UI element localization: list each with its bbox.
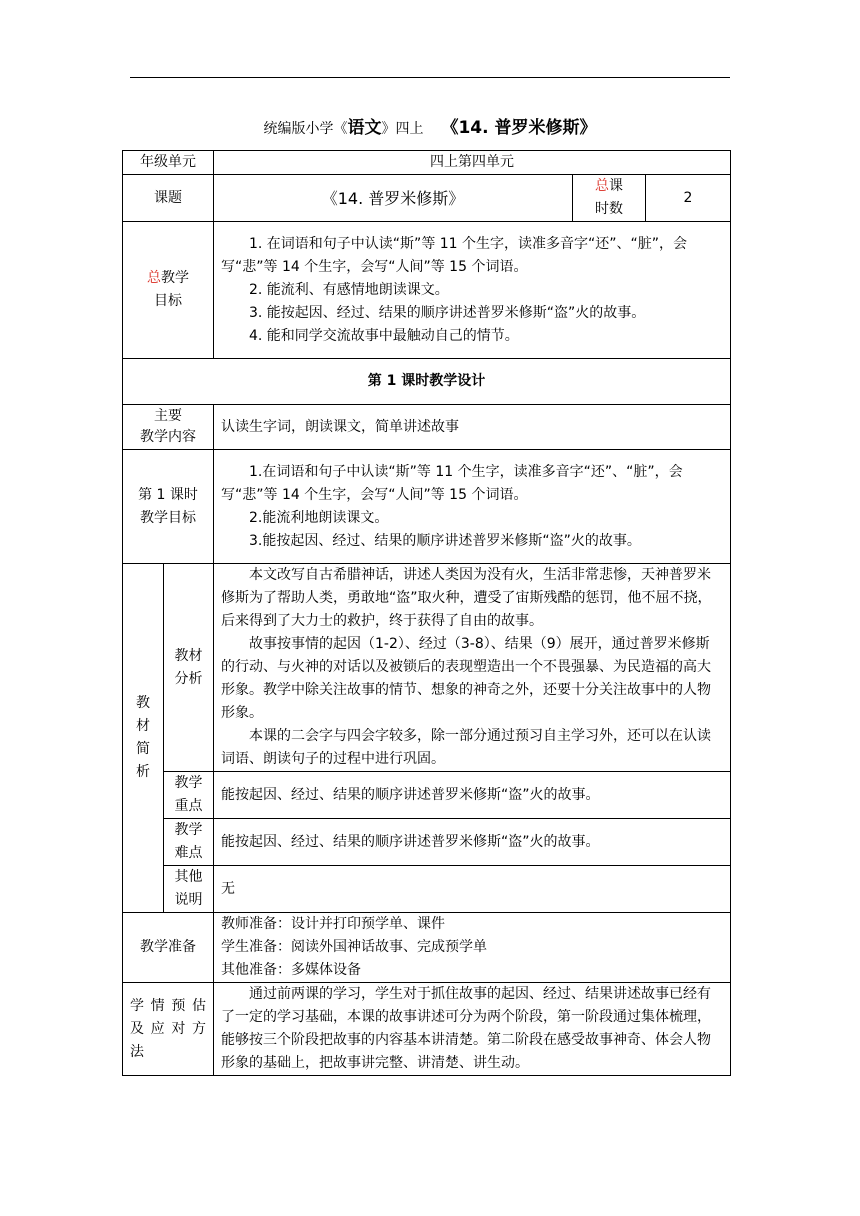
learning-analysis-text: 通过前两课的学习，学生对于抓住故事的起因、经过、结果讲述故事已经有了一定的学习基础，本课的故事讲述可分为两个阶段，第一阶段通过集体梳理，能够按三个阶段把故事的内容基本讲清楚。第二阶段在感受故事神奇、体会人物形象的基础上，把故事讲完整、讲清楚、讲生动。 [221,986,711,1071]
title-lesson: 《14. 普罗米修斯》 [441,118,597,138]
hours-label-red: 总 [595,178,609,194]
row-main-content [123,405,731,450]
analysis-paragraph: 本课的二会字与四会字较多，除一部分通过预习自主学习外，还可以在认读词语、朗读句子的过程中进行巩固。 [221,728,711,767]
learning-analysis-value [214,983,731,1076]
preparation-item: 教师准备：设计并打印预学单、课件 [221,916,445,932]
preparation-list [214,913,731,983]
lesson-plan-table [122,150,731,1076]
row-topic [123,175,731,222]
difficulty-label: 教学 难点 [164,819,214,866]
title-suffix: 》四上 [381,121,424,137]
row-key-point [123,772,731,819]
lesson1-goals-label: 第 1 课时 教学目标 [123,450,214,564]
preparation-label: 教学准备 [123,913,214,983]
row-grade-unit [123,151,731,175]
main-content-label: 主要 教学内容 [123,405,214,450]
grade-unit-label: 年级单元 [123,151,214,175]
row-overall-goals [123,222,731,359]
textbook-brief-label: 教 材 简 析 [123,564,164,913]
row-preparation [123,913,731,983]
key-point-label: 教学 重点 [164,772,214,819]
grade-unit-value: 四上第四单元 [214,151,731,175]
preparation-item: 学生准备：阅读外国神话故事、完成预学单 [221,939,487,955]
difficulty-value: 能按起因、经过、结果的顺序讲述普罗米修斯“盗”火的故事。 [214,819,731,866]
row-other-notes [123,866,731,913]
document-title [0,113,860,138]
row-lesson1-goals [123,450,731,564]
analysis-paragraph: 故事按事情的起因（1-2）、经过（3-8）、结果（9）展开，通过普罗米修斯的行动、与火神的对话以及被锁后的表现塑造出一个不畏强暴、为民造福的高大形象。教学中除关注故事的情节、想象的神奇之外，还要十分关注故事中的人物形象。 [221,636,711,721]
goal-item: 1. 在词语和句子中认读“斯”等 11 个生字，读准多音字“还”、“脏”，会写“悲”等 14 个生字，会写“人间”等 15 个词语。 [221,235,688,275]
overall-goals-label: 总教学 目标 [123,222,214,359]
section-title: 第 1 课时教学设计 [123,359,731,405]
key-point-value: 能按起因、经过、结果的顺序讲述普罗米修斯“盗”火的故事。 [214,772,731,819]
lesson1-goal-item: 1.在词语和句子中认读“斯”等 11 个生字，读准多音字“还”、“脏”，会写“悲”等 14 个生字，会写“人间”等 15 个词语。 [221,463,683,503]
analysis-text [214,564,731,772]
title-prefix: 统编版小学《 [263,121,348,137]
header-rule [130,77,730,78]
hours-value: 2 [646,175,731,222]
topic-label: 课题 [123,175,214,222]
topic-value: 《14. 普罗米修斯》 [214,175,573,222]
other-notes-value: 无 [214,866,731,913]
goal-item: 2. 能流利、有感情地朗读课文。 [249,281,449,298]
other-notes-label: 其他 说明 [164,866,214,913]
goal-item: 3. 能按起因、经过、结果的顺序讲述普罗米修斯“盗”火的故事。 [249,304,646,321]
title-subject: 语文 [347,118,382,138]
row-section-title [123,359,731,405]
hours-label: 总课 时数 [573,175,646,222]
main-content-value: 认读生字词，朗读课文，简单讲述故事 [214,405,731,450]
analysis-paragraph: 本文改写自古希腊神话，讲述人类因为没有火，生活非常悲惨，天神普罗米修斯为了帮助人类，勇敢地“盗”取火种，遭受了宙斯残酷的惩罚，他不屈不挠，后来得到了大力士的救护，终于获得了自由的故事。 [221,567,712,629]
lesson1-goal-item: 3.能按起因、经过、结果的顺序讲述普罗米修斯“盗”火的故事。 [249,532,641,549]
analysis-label: 教材 分析 [164,564,214,772]
overall-goals-list [214,222,731,359]
lesson1-goal-item: 2.能流利地朗读课文。 [249,509,389,526]
goal-item: 4. 能和同学交流故事中最触动自己的情节。 [249,327,519,344]
learning-analysis-label: 学情预估 及应对方 法 [123,983,214,1076]
row-difficulty [123,819,731,866]
row-learning-analysis [123,983,731,1076]
preparation-item: 其他准备：多媒体设备 [221,962,361,978]
lesson1-goals-list [214,450,731,564]
row-textbook-analysis [123,564,731,772]
